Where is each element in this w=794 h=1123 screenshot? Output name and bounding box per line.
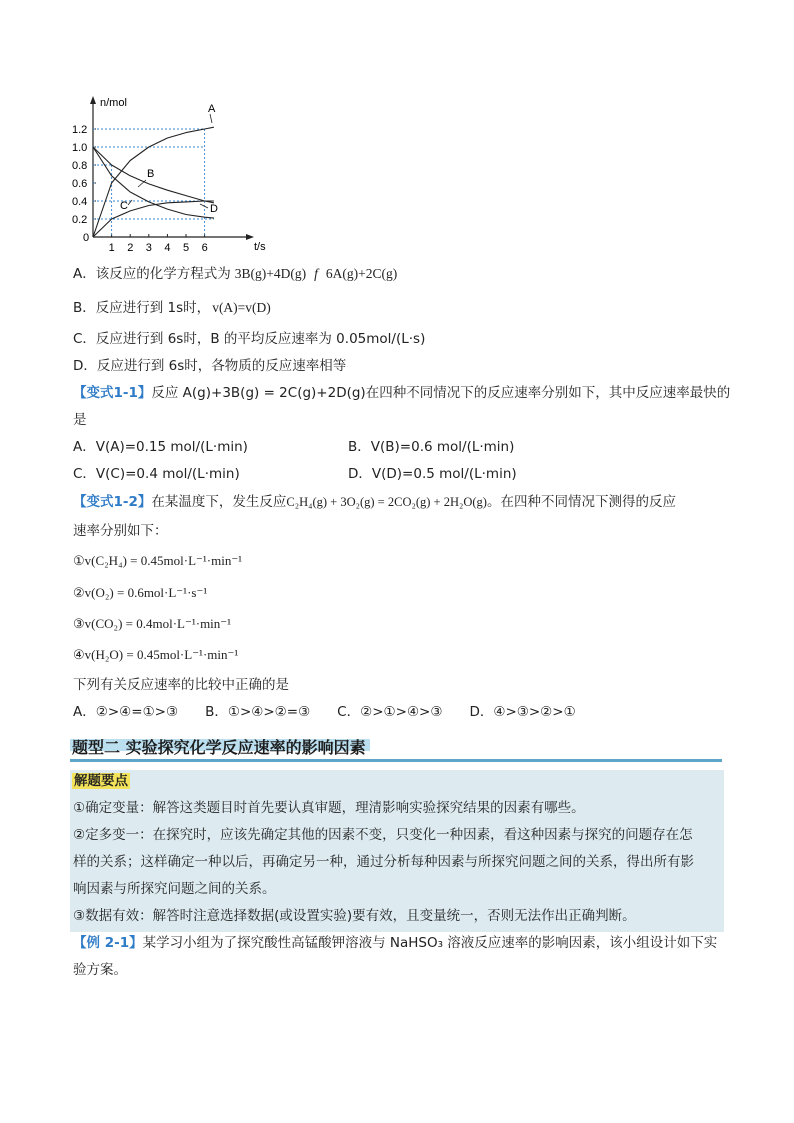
curve-label-c: C [120,200,128,212]
variant-1-1-option-d: D．V(D)=0.5 mol/(L·min) [348,466,517,482]
variant-1-2-rate-4: ④v(H₂O) = 0.45mol·L⁻¹·min⁻¹ [73,647,239,662]
q1-option-a-prefix: A．该反应的化学方程式为 [73,266,231,282]
variant-1-2-text-a: 在某温度下，发生反应 [151,494,287,510]
variant-1-1-text: 反应 A(g)+3B(g) = 2C(g)+2D(g)在四种不同情况下的反应速率分别如下，其中反应速率最快的 [151,385,731,401]
y-tick-label: 1.2 [72,124,88,136]
curve-d [93,147,214,218]
variant-1-1-tag: 【变式1-1】 [73,385,152,401]
y-tick-label: 1.0 [72,142,88,154]
tips-point-2-line-3: 响因素与所探究问题之间的关系。 [73,881,276,897]
x-tick-label: 3 [145,242,152,252]
variant-1-2-question: 下列有关反应速率的比较中正确的是 [73,677,289,693]
curve-label-a: A [208,103,216,115]
tips-point-1: ①确定变量：解答这类题目时首先要认真审题，理清影响实验探究结果的因素有哪些。 [73,800,585,816]
tips-point-2-line-1: ②定多变一：在探究时，应该先确定其他的因素不变，只变化一种因素，看这种因素与探究的问题存在怎 [73,827,693,843]
variant-1-1-option-b: B．V(B)=0.6 mol/(L·min) [348,439,515,455]
q1-option-a-f: f [314,266,318,281]
variant-1-2-rate-2: ②v(O₂) = 0.6mol·L⁻¹·s⁻¹ [73,585,208,600]
variant-1-2-rate-3: ③v(CO₂) = 0.4mol·L⁻¹·min⁻¹ [73,616,232,631]
tips-tag: 解题要点 [74,773,128,789]
variant-1-1-option-a: A．V(A)=0.15 mol/(L·min) [73,439,248,455]
x-axis-label: t/s [254,241,266,252]
variant-1-1-option-c: C．V(C)=0.4 mol/(L·min) [73,466,240,482]
variant-1-2-text-b: 。在四种不同情况下测得的反应 [486,494,676,510]
x-tick-label: 2 [127,242,134,252]
y-axis-label: n/mol [100,97,127,109]
x-tick-label: 1 [108,242,115,252]
tips-point-2-line-2: 样的关系；这样确定一种以后，再确定另一种，通过分析每种因素与所探究问题之间的关系，得出所有影 [73,854,694,870]
variant-1-2-options: A．②>④=①>③ B．①>④>②=③ C．②>①>④>③ D．④>③>②>① [73,704,576,720]
y-tick-label: 0.2 [72,214,88,226]
variant-1-2-rate-1: ①v(C₂H₄) = 0.45mol·L⁻¹·min⁻¹ [73,553,243,568]
q1-option-b [73,299,271,317]
y-tick-label: 0.4 [72,196,88,208]
x-tick-label: 5 [183,242,190,252]
reaction-graph [70,92,280,252]
q1-option-a-eq2: 6A(g)+2C(g) [325,266,398,281]
variant-1-2-tag: 【变式1-2】 [73,494,152,510]
x-tick-label: 6 [201,242,208,252]
curve-a [93,127,214,237]
tips-tag-line [72,772,130,790]
y-tick-label: 0 [83,232,90,244]
q1-option-b-prefix: B．反应进行到 1s时， [73,300,211,316]
example-2-1-tag: 【例 2-1】 [73,935,143,951]
q1-option-d: D．反应进行到 6s时，各物质的反应速率相等 [73,358,347,374]
q1-option-a [73,265,397,283]
section-title: 题型二 实验探究化学反应速率的影响因素 [72,738,366,757]
curve-label-d: D [210,203,218,215]
example-2-1-text: 某学习小组为了探究酸性高锰酸钾溶液与 NaHSO₃ 溶液反应速率的影响因素，该小组设计如下实 [142,935,718,951]
curve-label-b: B [147,168,155,180]
variant-1-1-stem-2: 是 [73,412,87,428]
y-tick-label: 0.6 [72,178,88,190]
variant-1-2-stem-2: 速率分别如下： [73,523,168,539]
x-tick-label: 4 [164,242,171,252]
section-heading [70,729,722,762]
q1-option-a-eq: 3B(g)+4D(g) [234,266,307,281]
variant-1-1-stem [73,384,730,402]
example-2-1-stem-2: 验方案。 [73,962,127,978]
variant-1-2-equation: C₂H₄(g) + 3O₂(g) = 2CO₂(g) + 2H₂O(g) [286,495,487,509]
y-tick-label: 0.8 [72,160,88,172]
q1-option-c: C．反应进行到 6s时，B 的平均反应速率为 0.05mol/(L·s) [73,331,426,347]
q1-option-b-eq: v(A)=v(D) [212,300,271,315]
tips-point-3: ③数据有效：解答时注意选择数据(或设置实验)要有效，且变量统一，否则无法作出正确判断。 [73,908,636,924]
example-2-1-stem [73,934,717,952]
variant-1-2-stem [73,493,676,511]
